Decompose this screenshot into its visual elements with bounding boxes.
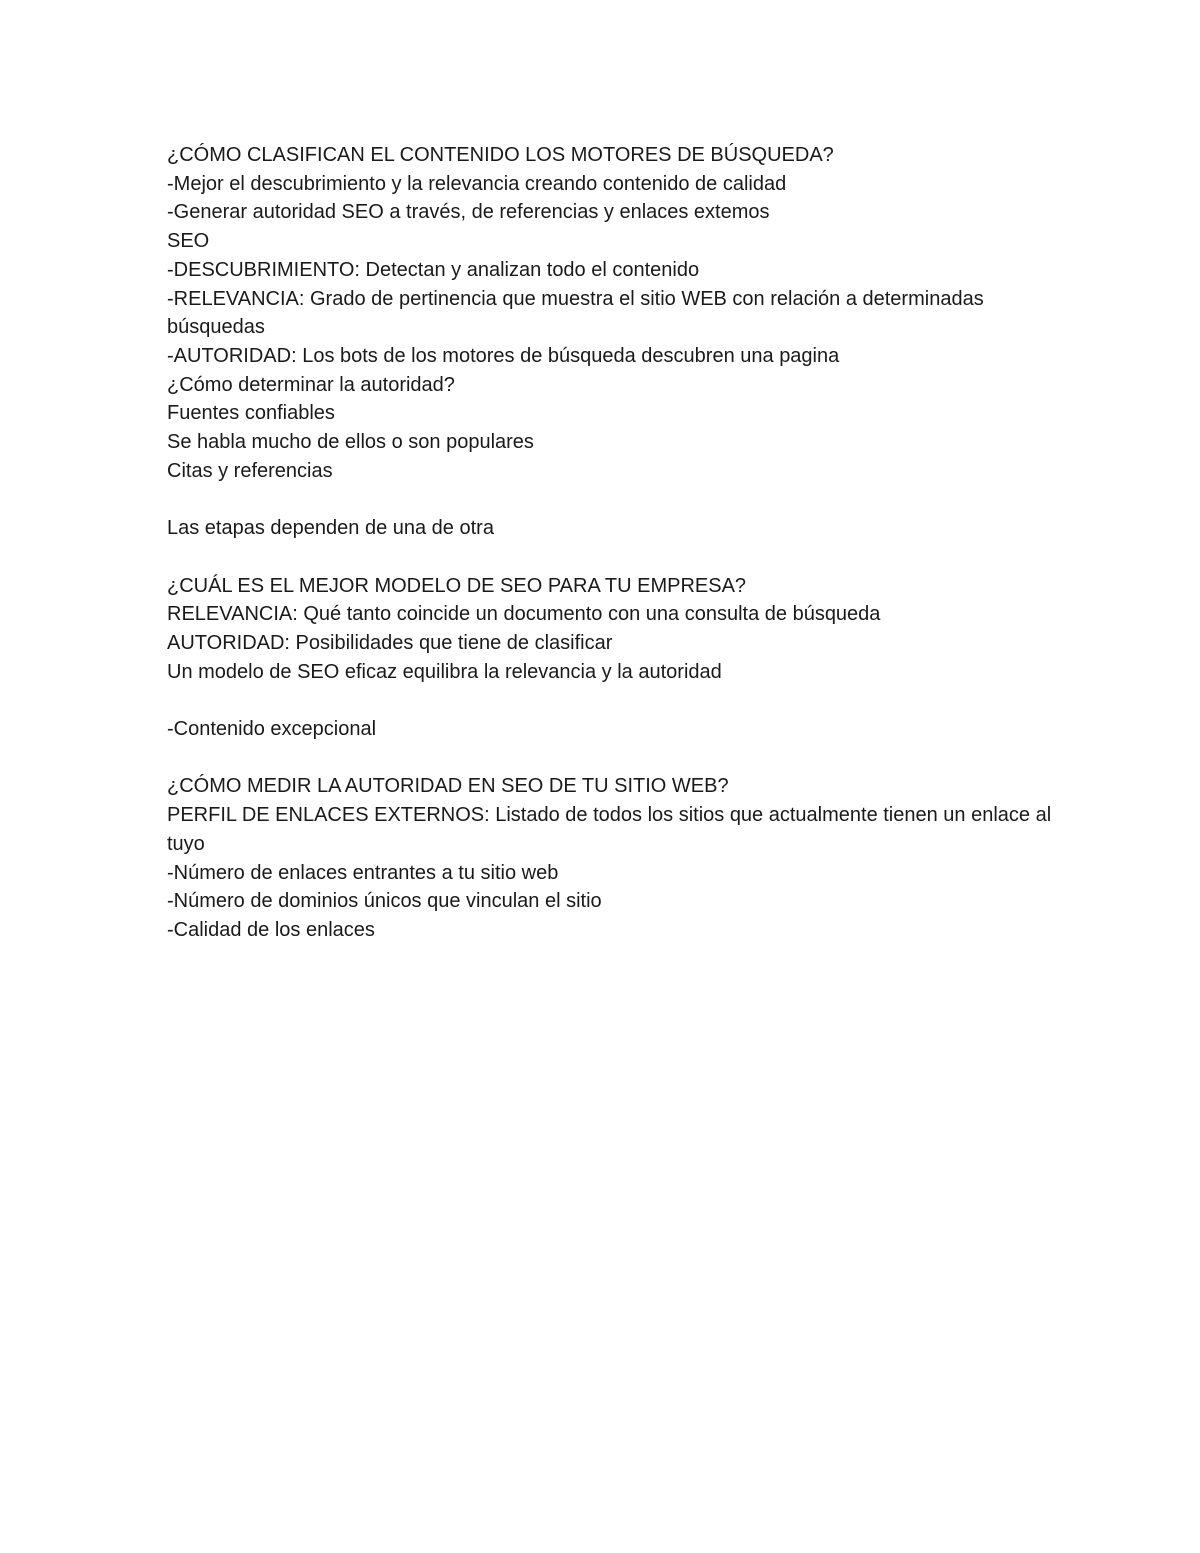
section-1-line: Se habla mucho de ellos o son populares [167,431,534,454]
section-1-line: -Generar autoridad SEO a través, de referencias y enlaces extemos [167,201,770,224]
section-2-closing: -Contenido excepcional [167,718,377,741]
section-2-line: AUTORIDAD: Posibilidades que tiene de clasificar [167,631,613,654]
section-1-line: -AUTORIDAD: Los bots de los motores de búsqueda descubren una pagina [167,344,840,367]
section-1-closing: Las etapas dependen de una de otra [167,517,494,540]
section-3-line: -Calidad de los enlaces [167,918,375,941]
section-1-line: Citas y referencias [167,459,333,482]
section-3-heading: ¿CÓMO MEDIR LA AUTORIDAD EN SEO DE TU SITIO WEB? [167,775,729,798]
section-3-line: -Número de enlaces entrantes a tu sitio web [167,861,559,884]
blank-line [167,543,1067,572]
section-1-line: Fuentes confiables [167,402,335,425]
document-body [167,141,1067,945]
section-3-line: PERFIL DE ENLACES EXTERNOS: Listado de todos los sitios que actualmente tienen un enlace al tuyo [167,804,1057,855]
section-1-line: -RELEVANCIA: Grado de pertinencia que muestra el sitio WEB con relación a determinadas búsquedas [167,287,990,339]
section-1-line: SEO [167,230,210,253]
section-1-line: ¿Cómo determinar la autoridad? [167,373,455,396]
blank-line [167,485,1067,514]
section-2-line: RELEVANCIA: Qué tanto coincide un documento con una consulta de búsqueda [167,603,881,626]
section-1-heading: ¿CÓMO CLASIFICAN EL CONTENIDO LOS MOTORES DE BÚSQUEDA? [167,144,834,166]
section-1-line: -DESCUBRIMIENTO: Detectan y analizan todo el contenido [167,258,700,281]
blank-line [167,744,1067,773]
blank-line [167,686,1067,715]
section-1-line: -Mejor el descubrimiento y la relevancia creando contenido de calidad [167,172,787,195]
section-2-heading: ¿CUÁL ES EL MEJOR MODELO DE SEO PARA TU EMPRESA? [167,574,747,597]
section-3-line: -Número de dominios únicos que vinculan el sitio [167,890,602,913]
section-2-line: Un modelo de SEO eficaz equilibra la relevancia y la autoridad [167,660,722,683]
